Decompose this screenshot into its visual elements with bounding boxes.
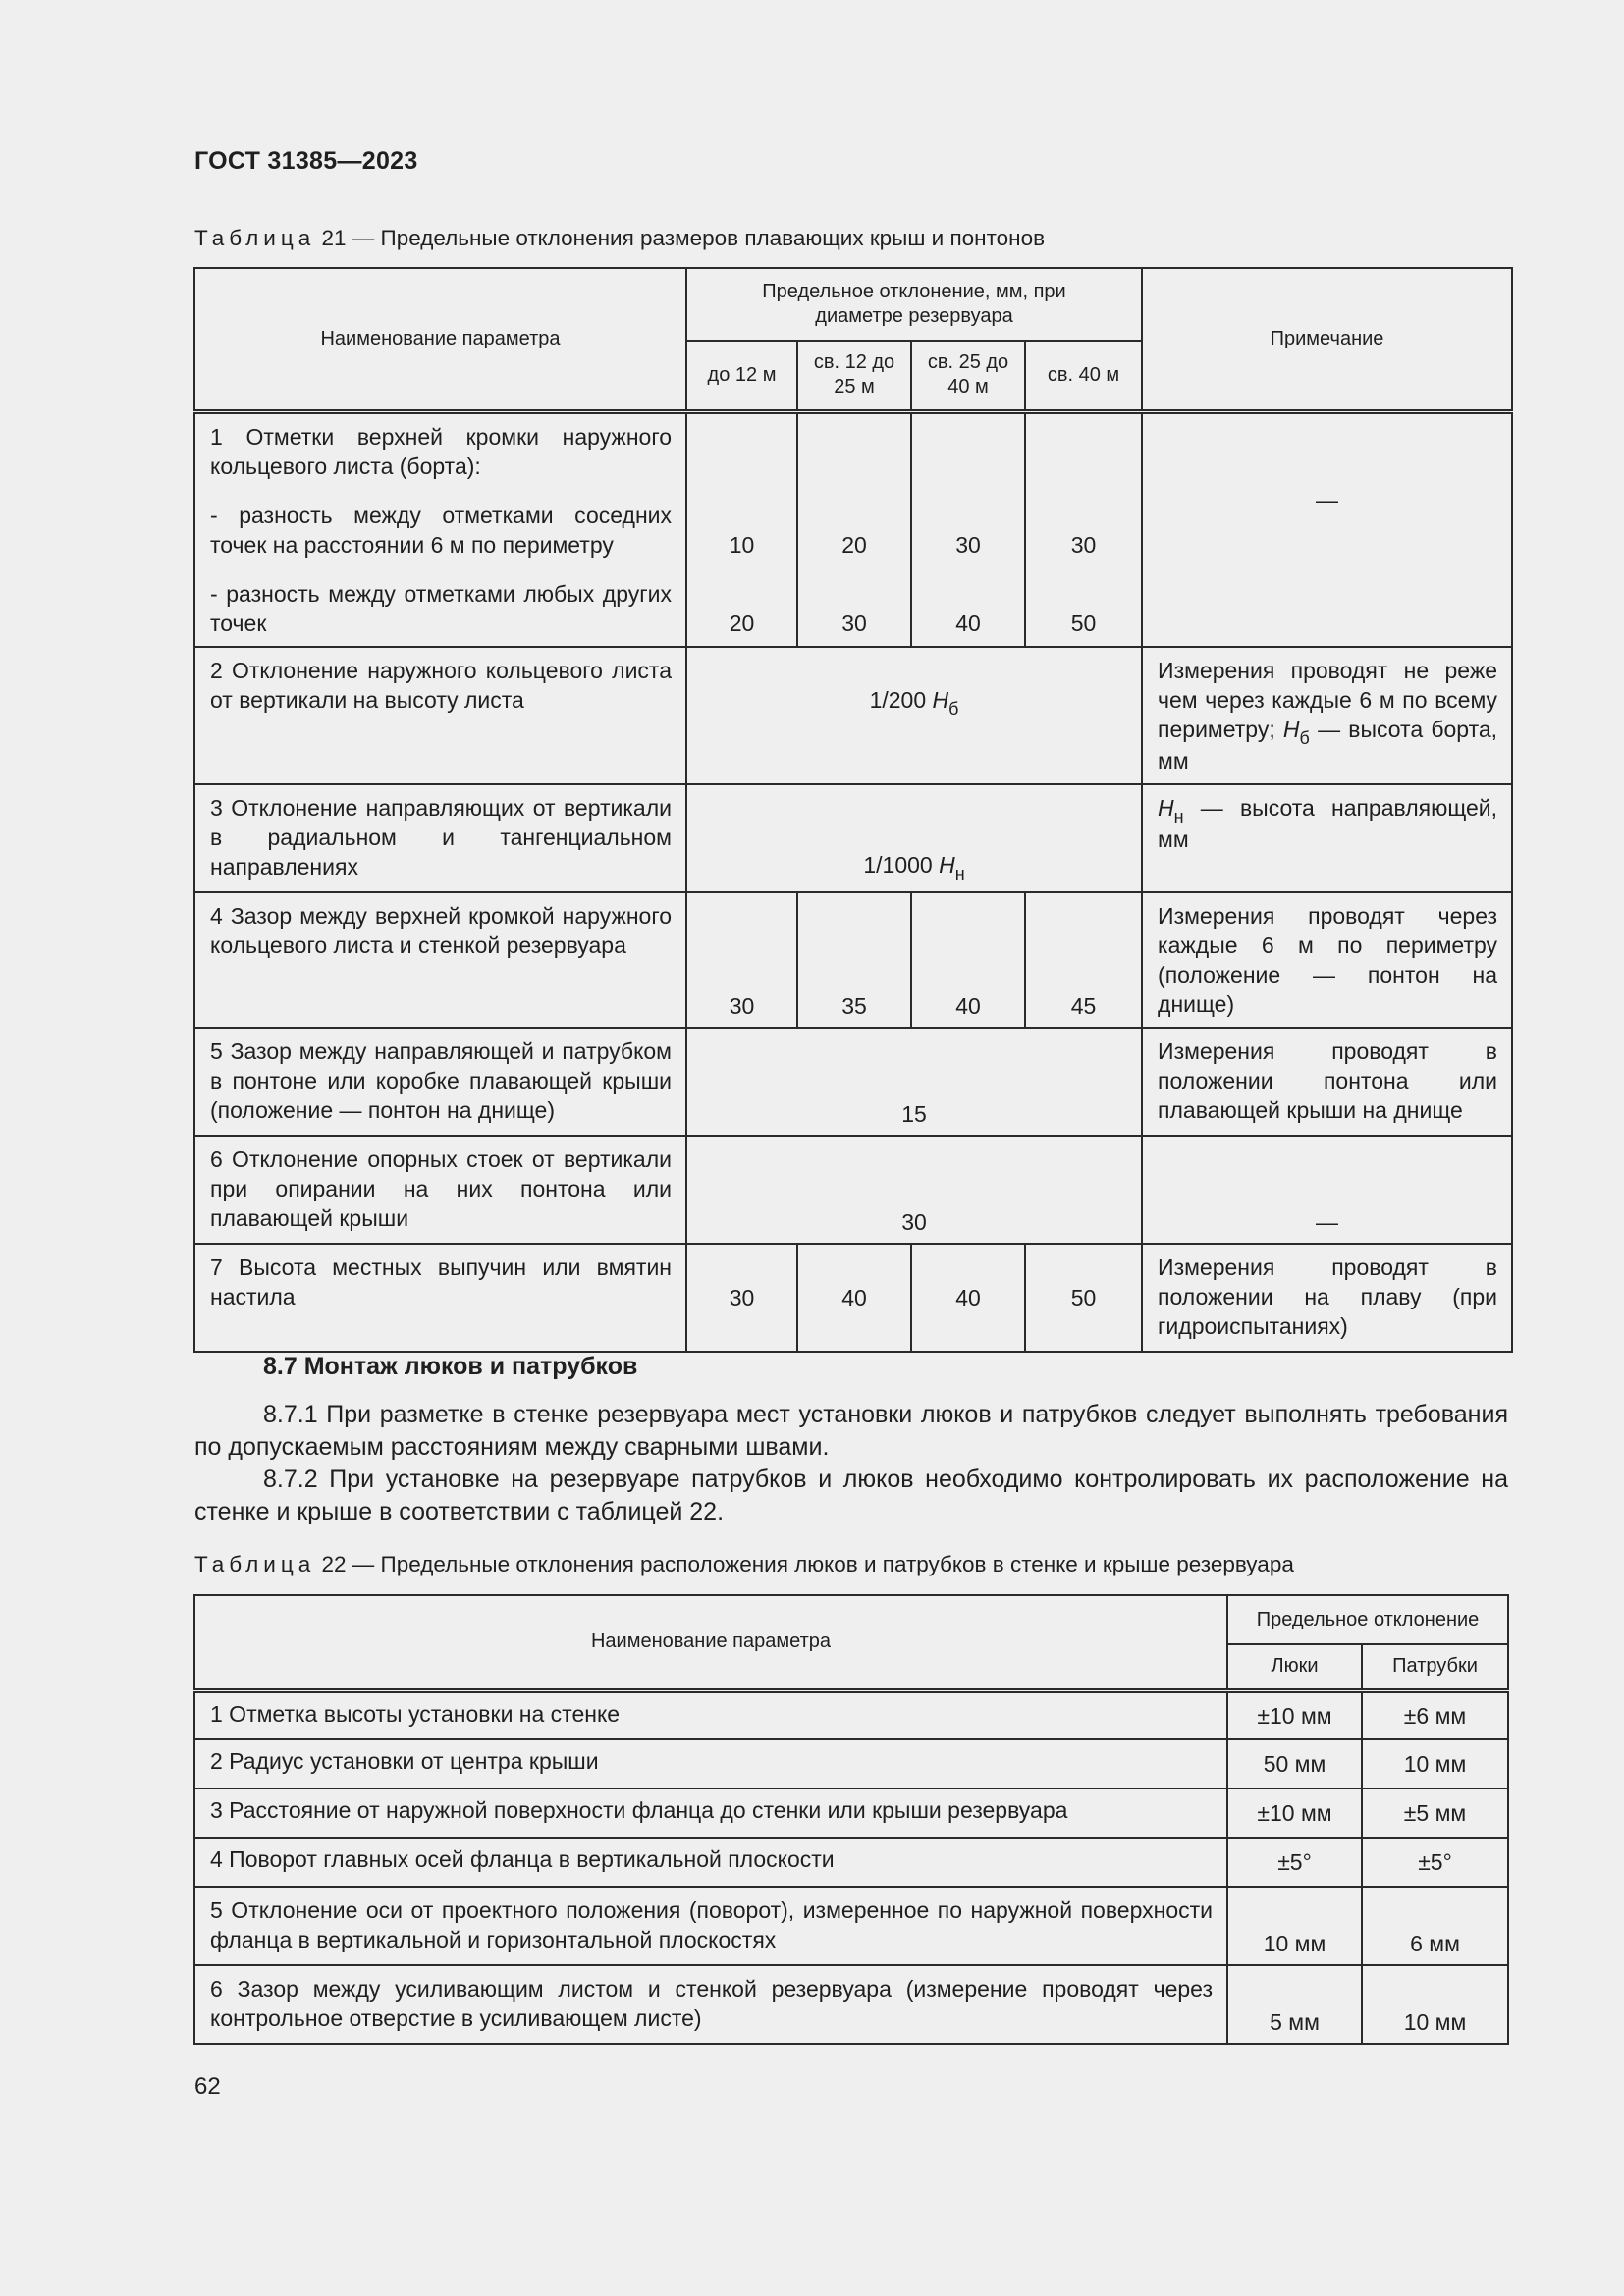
table-row [194, 1838, 1508, 1887]
t21-r1-c-2: 30 [841, 611, 867, 636]
section-title: 8.7 Монтаж люков и патрубков [263, 1353, 638, 1380]
paragraph-8-7-1-text: 8.7.1 При разметке в стенке резервуара мест установки люков и патрубков следует выполнять требования по допускаемым расстояниям между сварными швами. [194, 1401, 1508, 1461]
t21-r2-note-var: H [1282, 717, 1300, 742]
t21-r1-b-3: 30 [955, 532, 981, 558]
t22-r3-v1: ±10 мм [1227, 1789, 1362, 1838]
table-row [194, 1690, 1508, 1739]
t21-head-col1: до 12 м [686, 341, 797, 411]
t21-r1-b-1: 10 [729, 532, 755, 558]
t21-r2-note-sub: б [1299, 728, 1310, 748]
t22-r4-v1: ±5° [1227, 1838, 1362, 1887]
t21-r7-col1: 30 [686, 1244, 797, 1352]
t21-r2-value-var: H [932, 687, 949, 713]
t22-r4-name: 4 Поворот главных осей фланца в вертикальной плоскости [194, 1838, 1227, 1887]
t21-r1-col1 [686, 411, 797, 647]
t21-r7-note: Измерения проводят в положении на плаву (при гидроиспытаниях) [1142, 1244, 1512, 1352]
t21-r6-name: 6 Отклонение опорных стоек от вертикали при опирании на них понтона или плавающей крыши [194, 1136, 686, 1244]
table-row [194, 647, 1512, 784]
paragraph-8-7-1 [194, 1399, 1508, 1464]
t21-r7-col3: 40 [911, 1244, 1025, 1352]
t22-r6-v2: 10 мм [1362, 1965, 1508, 2044]
t21-r2-value [686, 647, 1142, 784]
table-row [194, 1789, 1508, 1838]
t21-r3-note-b: — высота направляющей, мм [1158, 795, 1498, 852]
t22-r3-name: 3 Расстояние от наружной поверхности фланца до стенки или крыши резервуара [194, 1789, 1227, 1838]
t21-head-param: Наименование параметра [194, 268, 686, 411]
t22-r6-v1: 5 мм [1227, 1965, 1362, 2044]
t21-r5-value: 15 [686, 1028, 1142, 1136]
t21-r1-name-b: - разность между отметками соседних точек на расстоянии 6 м по периметру [210, 502, 672, 558]
t22-head-col1: Люки [1227, 1644, 1362, 1690]
t21-r1-c-3: 40 [955, 611, 981, 636]
table22-caption-label: Таблица [194, 1552, 316, 1576]
table-row [194, 1244, 1512, 1352]
t21-r1-col3 [911, 411, 1025, 647]
t21-r4-name: 4 Зазор между верхней кромкой наружного кольцевого листа и стенкой резервуара [194, 892, 686, 1028]
t22-r2-name: 2 Радиус установки от центра крыши [194, 1739, 1227, 1789]
t22-r6-name: 6 Зазор между усиливающим листом и стенкой резервуара (измерение проводят через контрольное отверстие в усиливающем листе) [194, 1965, 1227, 2044]
t22-head-col2: Патрубки [1362, 1644, 1508, 1690]
t21-r6-value: 30 [686, 1136, 1142, 1244]
table-row [194, 1028, 1512, 1136]
t22-r2-v2: 10 мм [1362, 1739, 1508, 1789]
paragraph-8-7-2 [194, 1464, 1508, 1528]
t22-r3-v2: ±5 мм [1362, 1789, 1508, 1838]
t21-r3-value [686, 784, 1142, 892]
t21-head-col3: св. 25 до 40 м [911, 341, 1025, 411]
table-21 [193, 267, 1513, 1353]
t21-head-col4: св. 40 м [1025, 341, 1142, 411]
t21-r3-value-var: H [939, 852, 955, 878]
t22-r5-v1: 10 мм [1227, 1887, 1362, 1965]
t21-r3-note [1142, 784, 1512, 892]
t21-r2-name: 2 Отклонение наружного кольцевого листа от вертикали на высоту листа [194, 647, 686, 784]
t21-r4-col3: 40 [911, 892, 1025, 1028]
t21-r1-b-4: 30 [1070, 532, 1097, 558]
t21-head-deviation: Предельное отклонение, мм, при диаметре резервуара [686, 268, 1142, 341]
page-number: 62 [194, 2073, 221, 2100]
t21-r1-c-4: 50 [1070, 611, 1097, 636]
t22-r1-v2: ±6 мм [1362, 1690, 1508, 1739]
table-row [194, 1887, 1508, 1965]
t22-head-deviation: Предельное отклонение [1227, 1595, 1508, 1644]
table-row [194, 784, 1512, 892]
t21-r3-note-var: H [1158, 795, 1174, 821]
t21-r1-c-1: 20 [729, 611, 755, 636]
t21-r1-note: — [1142, 411, 1512, 647]
t21-r1-name [194, 411, 686, 647]
document-header: ГОСТ 31385—2023 [194, 147, 418, 175]
table22-caption-text: 22 — Предельные отклонения расположения люков и патрубков в стенке и крыше резервуара [321, 1552, 1294, 1576]
t21-r4-col4: 45 [1025, 892, 1142, 1028]
t21-r7-name: 7 Высота местных выпучин или вмятин настила [194, 1244, 686, 1352]
table-row [194, 411, 1512, 647]
paragraph-8-7-2-text: 8.7.2 При установке на резервуаре патрубков и люков необходимо контролировать их расположение на стенке и крыше в соответствии с таблицей 22. [194, 1466, 1508, 1525]
t21-r5-note: Измерения проводят в положении понтона или плавающей крыши на днище [1142, 1028, 1512, 1136]
t21-r1-name-c: - разность между отметками любых других точек [210, 580, 672, 636]
t21-r1-b-2: 20 [841, 532, 867, 558]
t21-r1-name-a: 1 Отметки верхней кромки наружного кольцевого листа (борта): [210, 423, 672, 479]
t22-r5-v2: 6 мм [1362, 1887, 1508, 1965]
t21-head-note: Примечание [1142, 268, 1512, 411]
t21-r2-note-b: — высота борта, мм [1158, 717, 1498, 774]
t21-r3-note-sub: н [1173, 807, 1184, 827]
t21-r3-value-sub: н [954, 864, 965, 883]
t21-r1-col4 [1025, 411, 1142, 647]
table21-caption-text: 21 — Предельные отклонения размеров плавающих крыш и понтонов [321, 226, 1046, 250]
t21-r3-value-num: 1/1000 [863, 852, 933, 878]
table-row [194, 1739, 1508, 1789]
t21-r4-col1: 30 [686, 892, 797, 1028]
t22-head-param: Наименование параметра [194, 1595, 1227, 1690]
t21-r2-note [1142, 647, 1512, 784]
t21-r3-name: 3 Отклонение направляющих от вертикали в радиальном и тангенциальном направлениях [194, 784, 686, 892]
table-row [194, 892, 1512, 1028]
t21-r1-col2 [797, 411, 911, 647]
table21-caption-label: Таблица [194, 226, 316, 250]
t21-r2-note-a: Измерения проводят не реже чем через каждые 6 м по всему периметру; [1158, 658, 1498, 742]
t21-r4-note: Измерения проводят через каждые 6 м по периметру (положение — понтон на днище) [1142, 892, 1512, 1028]
t22-r2-v1: 50 мм [1227, 1739, 1362, 1789]
t21-r7-col4: 50 [1025, 1244, 1142, 1352]
t22-r1-v1: ±10 мм [1227, 1690, 1362, 1739]
table21-caption [194, 226, 1045, 251]
t21-r5-name: 5 Зазор между направляющей и патрубком в понтоне или коробке плавающей крыши (положение — понтон на днище) [194, 1028, 686, 1136]
t21-head-col2: св. 12 до 25 м [797, 341, 911, 411]
table-row [194, 1136, 1512, 1244]
t21-r2-value-num: 1/200 [869, 687, 927, 713]
table-row [194, 1965, 1508, 2044]
table22-caption [194, 1552, 1294, 1577]
t21-r2-value-sub: б [948, 699, 959, 719]
t21-r4-col2: 35 [797, 892, 911, 1028]
t21-r7-col2: 40 [797, 1244, 911, 1352]
t22-r4-v2: ±5° [1362, 1838, 1508, 1887]
t22-r1-name: 1 Отметка высоты установки на стенке [194, 1690, 1227, 1739]
t21-r6-note: — [1142, 1136, 1512, 1244]
t22-r5-name: 5 Отклонение оси от проектного положения (поворот), измеренное по наружной поверхности фланца в вертикальной и горизонтальной плоскостях [194, 1887, 1227, 1965]
table-22 [193, 1594, 1509, 2045]
